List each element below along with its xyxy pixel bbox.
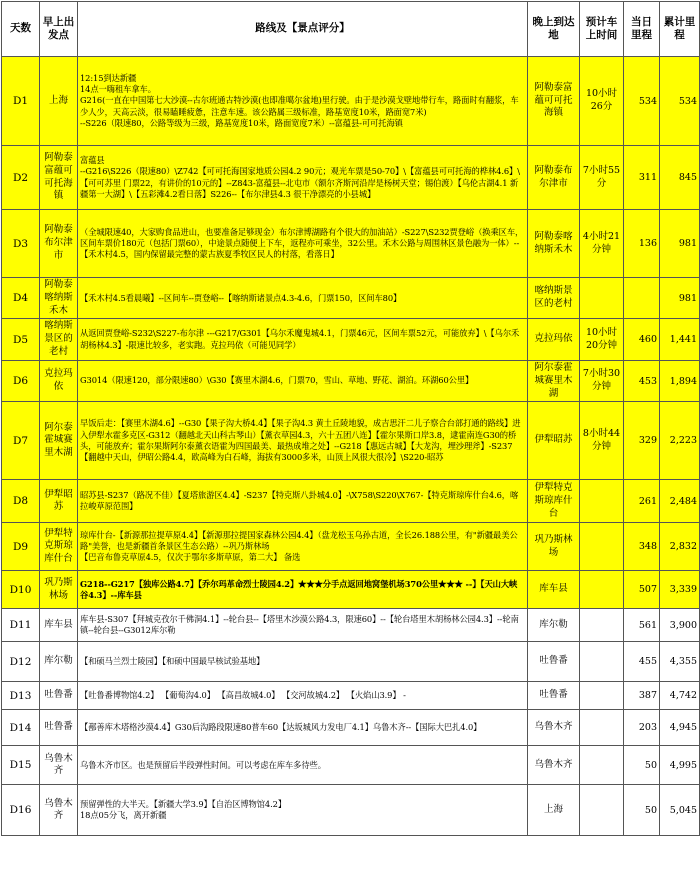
itinerary-table <box>1 1 700 836</box>
table-row <box>2 785 700 836</box>
depart-cell: 吐鲁番 <box>40 710 78 746</box>
total-km-cell: 5,045 <box>660 785 700 836</box>
arrive-cell: 阿勒泰富蕴可可托海镇 <box>528 57 580 146</box>
route-line: 乌鲁木齐市区。也是预留后半段弹性时间。可以考虑在库车多待些。 <box>80 759 326 770</box>
table-row <box>2 360 700 401</box>
depart-cell: 阿勒泰喀纳斯禾木 <box>40 278 78 319</box>
route-line: 预留弹性的大半天。【新疆大学3.9】【自治区博物馆4.2】 <box>80 799 287 810</box>
depart-cell: 吐鲁番 <box>40 682 78 710</box>
total-km-cell: 2,484 <box>660 480 700 523</box>
total-km-cell: 1,441 <box>660 319 700 360</box>
table-row <box>2 319 700 360</box>
depart-cell: 阿勒泰布尔津市 <box>40 210 78 278</box>
route-line: 18点05分飞，离开新疆 <box>80 810 167 821</box>
day-km-cell: 311 <box>624 146 660 210</box>
total-km-cell: 3,900 <box>660 609 700 642</box>
route-cell <box>78 642 528 682</box>
total-km-cell: 534 <box>660 57 700 146</box>
day-cell: D9 <box>2 523 40 571</box>
route-line: G3014（限速120，部分限速80）\G30【赛里木湖4.6，门票70，雪山、草地、野花、湖泊。环湖60公里】 <box>80 375 474 386</box>
day-cell: D2 <box>2 146 40 210</box>
table-row <box>2 480 700 523</box>
drive-time-cell: 4小时21分钟 <box>580 210 624 278</box>
route-line: 富蕴县 <box>80 154 105 165</box>
route-cell <box>78 278 528 319</box>
arrive-cell: 巩乃斯林场 <box>528 523 580 571</box>
drive-time-cell: 10小时26分 <box>580 57 624 146</box>
arrive-cell: 库车县 <box>528 571 580 609</box>
depart-cell: 乌鲁木齐 <box>40 746 78 785</box>
route-cell <box>78 57 528 146</box>
depart-cell: 库尔勒 <box>40 642 78 682</box>
table-row <box>2 571 700 609</box>
drive-time-cell <box>580 609 624 642</box>
day-km-cell: 203 <box>624 710 660 746</box>
arrive-cell: 阿勒泰喀纳斯禾木 <box>528 210 580 278</box>
drive-time-cell <box>580 642 624 682</box>
route-line: G218--G217【独库公路4.7】【乔尔玛革命烈士陵园4.2】★★★分手点返回地窝堡机场370公里★★★ --】【天山大峡谷4.3】--库车县 <box>80 578 518 600</box>
day-cell: D12 <box>2 642 40 682</box>
header-day-km: 当日里程 <box>624 2 660 57</box>
route-cell <box>78 319 528 360</box>
route-line: 从返回贾登峪-S232\S227-布尔津 ---G217/G301【乌尔禾魔鬼城4.1，门票46元，区间车票52元，可能放弃】\【乌尔禾胡杨林4.3】-限速比较多，老实跑。克拉玛依（可能见同学） <box>80 328 520 350</box>
arrive-cell: 乌鲁木齐 <box>528 746 580 785</box>
drive-time-cell <box>580 571 624 609</box>
depart-cell: 克拉玛依 <box>40 360 78 401</box>
arrive-cell: 阿尔泰霍城赛里木湖 <box>528 360 580 401</box>
day-cell: D8 <box>2 480 40 523</box>
table-row <box>2 682 700 710</box>
route-line: 14点一嗨租车拿车。 <box>80 84 156 95</box>
header-day: 天数 <box>2 2 40 57</box>
depart-cell: 伊犁昭苏 <box>40 480 78 523</box>
day-cell: D1 <box>2 57 40 146</box>
day-cell: D11 <box>2 609 40 642</box>
total-km-cell: 4,742 <box>660 682 700 710</box>
arrive-cell: 库尔勒 <box>528 609 580 642</box>
drive-time-cell <box>580 746 624 785</box>
arrive-cell: 伊犁特克斯琼库什台 <box>528 480 580 523</box>
depart-cell: 乌鲁木齐 <box>40 785 78 836</box>
drive-time-cell <box>580 523 624 571</box>
route-line: --G216\S226（限速80）\Z742【可可托海国家地质公园4.2 90元；观光车票是50-70】\【富蕴县可可托海的桦林4.6】\【可可苏里 门票22，有讲价的10元的】--Z843-富蕴县--北屯市（额尔齐斯河沿岸是杨树天堂；锡伯渡）【乌伦古湖4.1 新疆第一大湖】\【五彩滩4.2看日落】S226--【布尔津县4.3 很干净漂亮的小县城】 <box>80 166 520 199</box>
day-km-cell: 507 <box>624 571 660 609</box>
depart-cell: 阿勒泰富蕴可可托海镇 <box>40 146 78 210</box>
route-cell <box>78 682 528 710</box>
route-line: （全城限速40，大家购食品进山，也要准备足够现金）布尔津博湖路有个很大的加油站）-S227\S232贾登峪（换乘区车，区间车票价180元（包括门票60），中途景点随便上下车，返程亦可乘坐，32公里。禾木公路与周围林区景色融为一体）--【禾木村4.5，国内保留最完整的蒙古族夏季牧区民人的村落，看落日】 <box>80 226 524 260</box>
drive-time-cell <box>580 785 624 836</box>
day-km-cell: 329 <box>624 402 660 480</box>
drive-time-cell: 8小时44分钟 <box>580 402 624 480</box>
depart-cell: 上海 <box>40 57 78 146</box>
route-cell <box>78 609 528 642</box>
day-km-cell: 50 <box>624 746 660 785</box>
total-km-cell: 2,223 <box>660 402 700 480</box>
table-row <box>2 710 700 746</box>
drive-time-cell <box>580 278 624 319</box>
arrive-cell: 克拉玛依 <box>528 319 580 360</box>
arrive-cell: 伊犁昭苏 <box>528 402 580 480</box>
day-cell: D4 <box>2 278 40 319</box>
arrive-cell: 吐鲁番 <box>528 642 580 682</box>
arrive-cell: 上海 <box>528 785 580 836</box>
route-cell <box>78 710 528 746</box>
table-row <box>2 210 700 278</box>
total-km-cell: 4,995 <box>660 746 700 785</box>
day-cell: D7 <box>2 402 40 480</box>
day-km-cell: 453 <box>624 360 660 401</box>
day-cell: D5 <box>2 319 40 360</box>
drive-time-cell <box>580 710 624 746</box>
table-row <box>2 146 700 210</box>
total-km-cell: 3,339 <box>660 571 700 609</box>
total-km-cell: 845 <box>660 146 700 210</box>
route-cell <box>78 480 528 523</box>
day-cell: D6 <box>2 360 40 401</box>
route-line: G216(一直在中国第七大沙漠--古尔班通古特沙漠(也即准噶尔盆地)里行驶。由于是沙漠戈壁地带行车，路面时有翻浆，车少人少，天高云淡，很易瞌睡疲惫，注意车速。该公路属三级标准，路基宽度10米，路面宽7米) <box>80 95 519 117</box>
day-cell: D3 <box>2 210 40 278</box>
route-line: 【和硕马兰烈士陵园】【和硕中国最早核试验基地】 <box>80 656 265 667</box>
depart-cell: 库车县 <box>40 609 78 642</box>
total-km-cell: 4,945 <box>660 710 700 746</box>
table-row <box>2 278 700 319</box>
header-row <box>2 2 700 57</box>
drive-time-cell: 7小时30分钟 <box>580 360 624 401</box>
day-km-cell <box>624 278 660 319</box>
header-total-km: 累计里程 <box>660 2 700 57</box>
drive-time-cell: 10小时20分钟 <box>580 319 624 360</box>
table-row <box>2 402 700 480</box>
route-cell <box>78 402 528 480</box>
day-km-cell: 460 <box>624 319 660 360</box>
total-km-cell: 1,894 <box>660 360 700 401</box>
day-km-cell: 455 <box>624 642 660 682</box>
route-line: 【鄯善库木塔格沙漠4.4】G30后沟路段限速80普车60【达坂城风力发电厂4.1】乌鲁木齐--【国际大巴扎4.0】 <box>80 722 482 733</box>
day-km-cell: 534 <box>624 57 660 146</box>
total-km-cell: 981 <box>660 278 700 319</box>
day-cell: D14 <box>2 710 40 746</box>
arrive-cell: 喀纳斯景区的老村 <box>528 278 580 319</box>
drive-time-cell <box>580 682 624 710</box>
route-cell <box>78 146 528 210</box>
header-depart: 早上出发点 <box>40 2 78 57</box>
day-km-cell: 261 <box>624 480 660 523</box>
total-km-cell: 2,832 <box>660 523 700 571</box>
route-cell <box>78 785 528 836</box>
depart-cell: 巩乃斯林场 <box>40 571 78 609</box>
route-cell <box>78 210 528 278</box>
table-row <box>2 746 700 785</box>
arrive-cell: 吐鲁番 <box>528 682 580 710</box>
route-line: 琼库什台-【新源那拉提草原4.4】【新源那拉提国家森林公园4.4】（盘龙松玉乌孙古道，全长26.188公里，有"新疆最美公路"美誉，也是新疆首条景区生态公路）--巩乃斯林场 <box>80 529 518 552</box>
route-line: 【禾木村4.5看晨曦】--区间车--贾登峪--【喀纳斯诸景点4.3-4.6，门票150，区间车80】 <box>80 292 402 303</box>
drive-time-cell <box>580 480 624 523</box>
route-line: 早饭后走：【赛里木湖4.6】--G30【果子沟大桥4.4】【果子沟4.3 黄土丘陵地貌，成吉思汗二儿子察合台部打通的路线】进入伊犁水霍多克区-G312（翻越北天山科古琴山）【薰衣草园4.3，六十五团八连】【霍尔果斯口岸3.8，逮霍南连G30的桥头，可能放弃；霍尔果斯阿尔泰薰衣语霍为四国最美、最热成堆之处】--G218【惠远古城】【大龙沟，埋沙理斧】-S237【翻越中天山，伊昭公路4.4，欧高峰为白石峰，海拔有3000多米，山顶上风很大很冷】\S220-昭苏 <box>80 418 521 463</box>
table-row <box>2 642 700 682</box>
route-line: 昭苏县-S237（路况不佳）【夏塔旅游区4.4】-S237【特克斯八卦城4.0】-\X758\S220\X767-【特克斯琼库什台4.6，喀拉峻草原范围】 <box>80 490 519 512</box>
route-line: 12:15到达新疆 <box>80 72 137 83</box>
table-row <box>2 57 700 146</box>
header-route: 路线及【景点评分】 <box>78 2 528 57</box>
header-arrive: 晚上到达地 <box>528 2 580 57</box>
day-cell: D15 <box>2 746 40 785</box>
day-km-cell: 136 <box>624 210 660 278</box>
arrive-cell: 阿勒泰布尔津市 <box>528 146 580 210</box>
route-line: 【巴音布鲁克草原4.5，仅次于鄂尔多斯草原，第二大】 备选 <box>80 552 301 563</box>
total-km-cell: 4,355 <box>660 642 700 682</box>
route-cell <box>78 360 528 401</box>
depart-cell: 伊犁特克斯琼库什台 <box>40 523 78 571</box>
route-cell <box>78 523 528 571</box>
route-line: --S226（限速80，公路等级为三级，路基宽度10米，路面宽度7米）--富蕴县-可可托海镇 <box>80 117 403 128</box>
day-km-cell: 348 <box>624 523 660 571</box>
drive-time-cell: 7小时55分 <box>580 146 624 210</box>
arrive-cell: 乌鲁木齐 <box>528 710 580 746</box>
day-km-cell: 561 <box>624 609 660 642</box>
route-cell <box>78 571 528 609</box>
day-cell: D13 <box>2 682 40 710</box>
day-km-cell: 50 <box>624 785 660 836</box>
route-cell <box>78 746 528 785</box>
total-km-cell: 981 <box>660 210 700 278</box>
day-cell: D10 <box>2 571 40 609</box>
route-line: 库车县-S307【拜城克孜尔千佛洞4.1】--轮台县--【塔里木沙漠公路4.3，限速60】--【轮台塔里木胡杨林公园4.3】--轮南镇--轮台县--G3012库尔勒 <box>80 614 519 636</box>
table-row <box>2 523 700 571</box>
day-km-cell: 387 <box>624 682 660 710</box>
header-drive-time: 预计车上时间 <box>580 2 624 57</box>
day-cell: D16 <box>2 785 40 836</box>
depart-cell: 喀纳斯景区的老村 <box>40 319 78 360</box>
route-line: 【吐鲁番博物馆4.2】 【葡萄沟4.0】 【高昌故城4.0】 【交河故城4.2】 【火焰山3.9】 - <box>80 690 406 701</box>
table-row <box>2 609 700 642</box>
depart-cell: 阿尔泰霍城赛里木湖 <box>40 402 78 480</box>
